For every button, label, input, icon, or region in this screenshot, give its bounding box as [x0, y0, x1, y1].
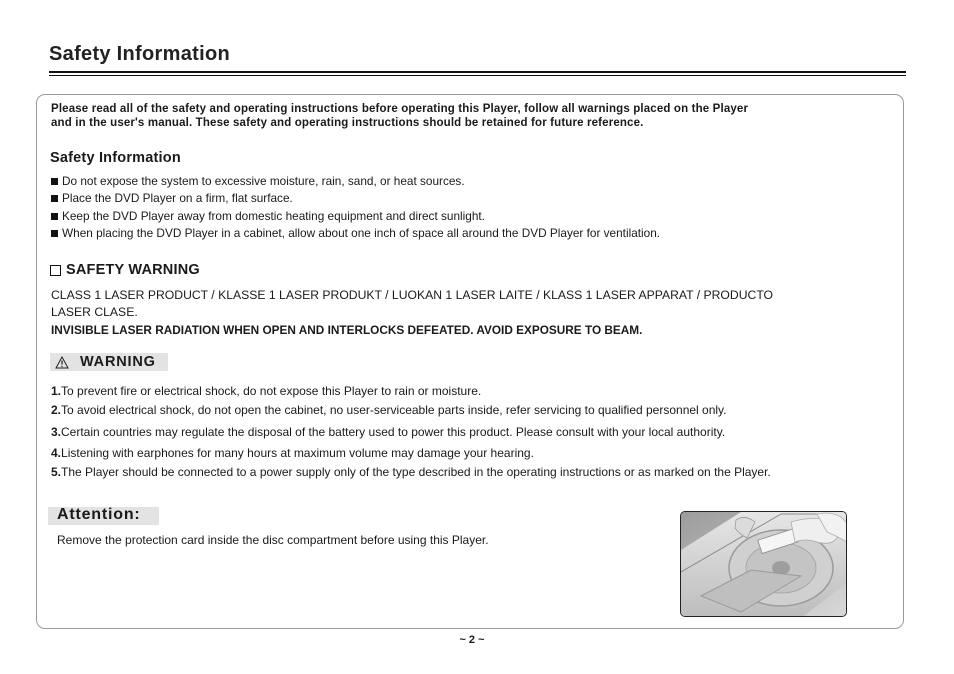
- warning-badge: [50, 353, 168, 371]
- list-item: [51, 446, 534, 460]
- laser-notice: [51, 287, 901, 339]
- safety-info-heading: Safety Information: [50, 150, 181, 166]
- item-text: To prevent fire or electrical shock, do not expose this Player to rain or moisture.: [61, 384, 482, 398]
- disc-compartment-illustration: [681, 512, 847, 617]
- intro-line: Please read all of the safety and operating instructions before operating this Player, follow all warnings placed on the Player: [51, 103, 749, 115]
- item-text: Certain countries may regulate the disposal of the battery used to power this product. Please consult with your local authority.: [61, 425, 726, 439]
- safety-warning-heading: [50, 262, 200, 278]
- header-rule-thin: [49, 75, 906, 76]
- item-number: 3.: [51, 425, 62, 439]
- list-item-text: When placing the DVD Player in a cabinet, allow about one inch of space all around the DVD Player for ventilation.: [62, 225, 661, 240]
- list-item: [51, 173, 901, 190]
- list-item-text: Keep the DVD Player away from domestic heating equipment and direct sunlight.: [62, 208, 485, 223]
- item-text: The Player should be connected to a power supply only of the type described in the operating instructions or as marked on the Player.: [61, 465, 771, 479]
- square-bullet-icon: [51, 230, 58, 237]
- item-number: 1.: [51, 384, 62, 398]
- item-number: 2.: [51, 403, 62, 417]
- list-item-text: Do not expose the system to excessive moisture, rain, sand, or heat sources.: [62, 174, 465, 188]
- list-item: [51, 425, 725, 439]
- list-item: [51, 190, 901, 207]
- list-item: [51, 225, 901, 242]
- attention-text: Remove the protection card inside the disc compartment before using this Player.: [57, 533, 489, 547]
- square-bullet-icon: [51, 213, 58, 220]
- list-item-text: Place the DVD Player on a firm, flat surface.: [62, 191, 293, 206]
- square-bullet-icon: [51, 178, 58, 185]
- list-item: [51, 465, 771, 479]
- safety-info-list: [51, 173, 901, 242]
- safety-warning-label: SAFETY WARNING: [66, 262, 200, 278]
- item-number: 5.: [51, 465, 62, 479]
- page-number: ~ 2 ~: [459, 634, 485, 646]
- warning-label: WARNING: [80, 354, 156, 370]
- attention-label: Attention:: [57, 506, 141, 523]
- list-item: [51, 384, 481, 398]
- list-item: [51, 403, 727, 417]
- warning-triangle-icon: [55, 356, 69, 369]
- item-text: To avoid electrical shock, do not open the cabinet, no user-serviceable parts inside, refer servicing to qualified personnel only.: [61, 403, 727, 417]
- item-text: Listening with earphones for many hours at maximum volume may damage your hearing.: [61, 446, 534, 460]
- header-rule: [49, 71, 906, 73]
- list-item: [51, 208, 901, 225]
- laser-class-line: LASER CLASE.: [51, 305, 138, 319]
- attention-badge: [48, 507, 159, 525]
- radiation-notice: INVISIBLE LASER RADIATION WHEN OPEN AND INTERLOCKS DEFEATED. AVOID EXPOSURE TO BEAM.: [51, 323, 643, 337]
- laser-class-line: CLASS 1 LASER PRODUCT / KLASSE 1 LASER PRODUKT / LUOKAN 1 LASER LAITE / KLASS 1 LASER APPARAT / PRODUCTO: [51, 288, 774, 302]
- intro-paragraph: [51, 102, 891, 130]
- item-number: 4.: [51, 446, 62, 460]
- intro-line: and in the user's manual. These safety and operating instructions should be retained for future reference.: [51, 117, 644, 129]
- disc-compartment-photo: [680, 511, 847, 617]
- checkbox-square-icon: [50, 265, 61, 276]
- page-title: Safety Information: [49, 43, 230, 65]
- square-bullet-icon: [51, 195, 58, 202]
